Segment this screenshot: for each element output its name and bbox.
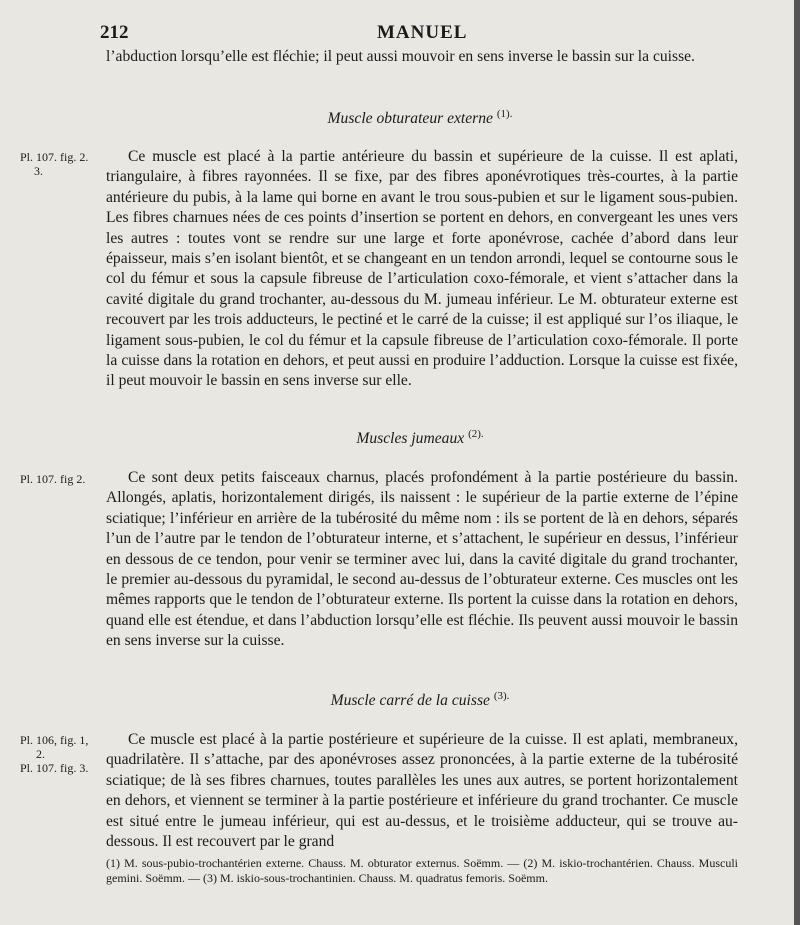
margin-note-line: Pl. 106, fig. 1, [20, 733, 89, 747]
section-heading-jumeaux [100, 428, 740, 448]
footnote-mark: (1). [496, 108, 513, 120]
margin-note-line: 2. [36, 747, 45, 761]
section-body-obturateur: Ce muscle est placé à la partie antérieure du bassin et supérieure de la cuisse. Il est aplati, triangulaire, à fibres rayonnées. Il se fixe, par des fibres aponévrotiques très-courtes, à la partie antérieure du pubis, à la lame qui borne en avant le trou sous-pubien et sur le ligament sous-pubien. Les fibres charnues nées de ces points d’insertion se portent en dehors, en convergeant les unes vers les autres : toutes vont se rendre sur une large et forte aponévrose, cachée d’abord dans leur épaisseur, mais s’en isolant bientôt, et se changeant en un tendon arrondi, lequel se contourne sous le col du fémur et sous la capsule fibreuse de l’articulation coxo-fémorale, et vient s’attacher dans la cavité digitale du grand trochanter, au-dessous du M. jumeau inférieur. Le M. obturateur externe est recouvert par les trois adducteurs, le pectiné et le carré de la cuisse; il est appliqué sur l’os iliaque, le ligament sous-pubien, le col du fémur et la capsule fibreuse de l’articulation coxo-fémorale. Il porte la cuisse dans la rotation en dehors, et peut aussi en produire l’adduction. Lorsque la cuisse est fixée, il peut mouvoir le bassin en sens inverse sur elle. [106, 148, 738, 390]
margin-note-plate-ref [20, 733, 115, 775]
page-header [100, 22, 740, 48]
section-body-carre: Ce muscle est placé à la partie postérieure et supérieure de la cuisse. Il est aplati, membraneux, quadrilatère. Il s’attache, par des aponévroses assez prononcées, à la partie externe de la tubérosité sciatique; de là ses fibres charnues, toutes parallèles les unes aux autres, se portent horizontalement en dehors, et viennent se terminer à la partie postérieure et inférieure du grand trochanter. Ce muscle est situé entre le jumeau inférieur, qui est au-dessus, et le troisième adducteur, qui se trouve au-dessous. Il est recouvert par le grand [106, 731, 738, 851]
page-number: 212 [100, 22, 129, 43]
footnote-mark: (3). [493, 690, 510, 702]
section-heading-text: Muscle obturateur externe [327, 110, 493, 128]
margin-note-plate-ref [20, 472, 115, 486]
margin-note-line: Pl. 107. fig. 2. [20, 150, 89, 164]
section-heading-obturateur [100, 108, 740, 128]
footnote-mark: (2). [468, 428, 484, 440]
section-body-jumeaux: Ce sont deux petits faisceaux charnus, placés profondément à la partie postérieure du bassin. Allongés, aplatis, horizontalement dirigés, ils naissent : le supérieur de la partie externe de l’épine sciatique; l’inférieur en arrière de la tubérosité du même nom : ils se portent de là en dehors, séparés l’un de l’autre par le tendon de l’obturateur interne, et s’attachent, le supérieur en dessus, l’inférieur en dessous de ce tendon, pour venir se terminer avec lui, dans la cavité digitale du grand trochanter, le premier au-dessous du pyramidal, le second au-dessus de l’obturateur externe. Ces muscles ont les mêmes rapports que le tendon de l’obturateur externe. Ils portent la cuisse dans la rotation en dehors, quand elle est étendue, et dans l’abduction lorsqu’elle est fléchie. Ils peuvent aussi mouvoir le bassin en sens inverse sur la cuisse. [106, 469, 738, 650]
margin-note-line: Pl. 107. fig. 3. [20, 761, 89, 775]
margin-note-plate-ref [20, 150, 115, 178]
section-heading-text: Muscles jumeaux [356, 430, 465, 448]
margin-note-line: 3. [34, 164, 43, 178]
footnotes: (1) M. sous-pubio-trochantérien externe. Chauss. M. obturator externus. Soëmm. — (2) M. iskio-trochantérien. Chauss. Musculi gemini. Soëmm. — (3) M. iskio-sous-trochantinien. Chauss. M. quadratus femoris. Soëmm. [106, 856, 738, 885]
page-edge-shadow [794, 0, 800, 925]
margin-note-line: Pl. 107. fig 2. [20, 472, 86, 486]
section-heading-carre [100, 690, 740, 710]
running-title: MANUEL [377, 22, 468, 43]
section-heading-text: Muscle carré de la cuisse [330, 692, 490, 710]
continuation-paragraph: l’abduction lorsqu’elle est fléchie; il peut aussi mouvoir en sens inverse le bassin sur la cuisse. [106, 48, 695, 65]
